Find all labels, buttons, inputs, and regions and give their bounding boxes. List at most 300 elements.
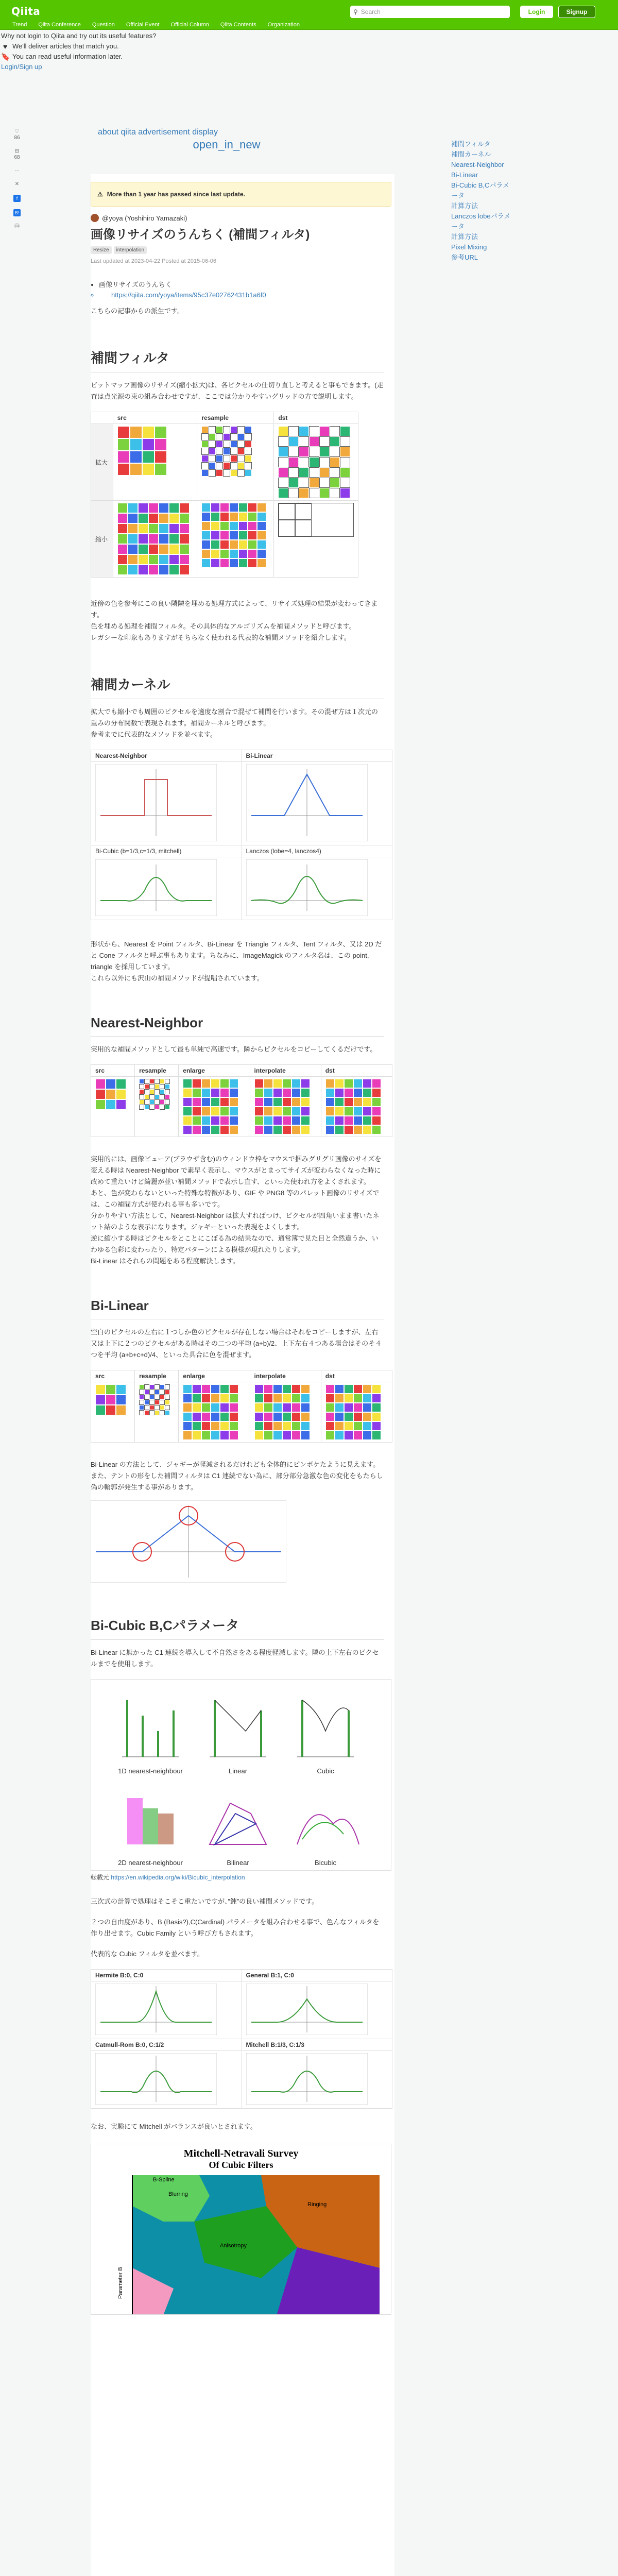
toc-item[interactable]: 補間カーネル — [451, 150, 491, 158]
related-link[interactable]: ◦ https://qiita.com/yoya/items/95c37e02762431b1a6f0 — [99, 290, 384, 300]
grid-cell — [237, 426, 245, 433]
bilinear-artifact-plot — [91, 1500, 286, 1583]
grid-cell — [211, 503, 220, 512]
grid-cell — [128, 503, 138, 513]
grid-cell — [335, 1431, 344, 1440]
grid-cell — [169, 523, 179, 534]
grid-cell — [353, 1403, 363, 1412]
grid-cell — [192, 1097, 201, 1107]
grid-cell — [179, 544, 190, 554]
grid-cell — [216, 469, 223, 477]
filter-table — [91, 412, 358, 578]
ad-open-icon[interactable]: open_in_new — [193, 138, 261, 151]
grid-cell — [273, 1431, 282, 1440]
grid-cell — [201, 426, 209, 433]
grid-cell — [344, 1394, 353, 1403]
grid-cell — [159, 544, 169, 554]
grid-cell — [211, 1412, 220, 1421]
grid-cell — [183, 1394, 192, 1403]
grid-cell — [139, 1395, 144, 1400]
grid-cell — [301, 1116, 310, 1125]
grid-cell — [160, 1410, 165, 1415]
grid-cell — [211, 1125, 220, 1134]
signup-button[interactable]: Signup — [558, 6, 595, 18]
grid-cell — [257, 549, 266, 558]
color-grid — [95, 1079, 130, 1110]
grid-cell — [116, 1395, 126, 1405]
grid-cell — [211, 1097, 220, 1107]
grid-cell — [220, 549, 229, 558]
grid-cell — [344, 1107, 353, 1116]
grid-cell — [148, 513, 159, 523]
ad-notice — [77, 128, 376, 151]
color-grid — [183, 1079, 245, 1134]
nav-qiita-conference[interactable]: Qiita Conference — [38, 22, 81, 28]
author-name[interactable]: @yoya (Yoshihiro Yamazaki) — [102, 214, 187, 222]
grid-cell — [201, 1394, 211, 1403]
toc-item[interactable]: 参考URL — [451, 253, 478, 261]
grid-cell — [301, 1125, 310, 1134]
grid-cell — [288, 447, 299, 457]
grid-cell — [330, 467, 340, 478]
grid-cell — [149, 1405, 154, 1410]
color-grid-resample — [201, 426, 269, 477]
grid-cell — [301, 1079, 310, 1088]
grid-cell — [183, 1431, 192, 1440]
nav-question[interactable]: Question — [92, 22, 115, 28]
grid-cell — [330, 478, 340, 488]
bookmark-icon: 🔖 — [1, 53, 10, 61]
grid-cell — [344, 1125, 353, 1134]
grid-cell — [273, 1088, 282, 1097]
paragraph: ２つの自由度があり、B (Basis?),C(Cardinal) パラメータを組み合わせる事で、色んなフィルタを作り出せます。Cubic Family という呼び方もされます。 — [91, 1918, 380, 1937]
grid-cell — [372, 1431, 381, 1440]
grid-cell — [325, 1412, 335, 1421]
grid-cell — [130, 451, 142, 463]
grid-cell — [273, 1384, 282, 1394]
grid-cell — [273, 1125, 282, 1134]
grid-cell — [353, 1107, 363, 1116]
grid-cell — [291, 1097, 301, 1107]
login-button[interactable]: Login — [520, 6, 553, 18]
grid-cell — [139, 1094, 144, 1099]
grid-cell — [325, 1421, 335, 1431]
table-header: Lanczos (lobe=4, lanczos4) — [242, 845, 392, 857]
grid-cell — [144, 1410, 149, 1415]
table-header: dst — [321, 1065, 392, 1077]
section-heading: Bi-Linear — [91, 1298, 384, 1319]
nn-table — [91, 1064, 392, 1137]
nav-official-column[interactable]: Official Column — [170, 22, 209, 28]
table-header: resample — [135, 1065, 179, 1077]
section-heading: 補間カーネル — [91, 674, 384, 699]
grid-cell — [319, 478, 330, 488]
grid-cell — [264, 1394, 273, 1403]
grid-cell — [340, 478, 350, 488]
grid-cell — [148, 565, 159, 575]
author-line[interactable] — [91, 214, 384, 222]
table-header: enlarge — [179, 1370, 250, 1382]
grid-cell — [282, 1412, 291, 1421]
toc-item[interactable]: 計算方法 — [451, 233, 478, 241]
tag[interactable]: interpolation — [114, 246, 147, 254]
grid-cell — [192, 1412, 201, 1421]
grid-cell — [201, 1412, 211, 1421]
grid-cell — [201, 469, 209, 477]
toc-item[interactable]: 計算方法 — [451, 202, 478, 210]
grid-cell — [220, 1116, 229, 1125]
grid-cell — [335, 1116, 344, 1125]
table-header: Mitchell B:1/3, C:1/3 — [242, 2039, 392, 2051]
color-grid-src — [117, 426, 193, 476]
grid-cell — [344, 1116, 353, 1125]
grid-cell — [159, 554, 169, 565]
grid-cell — [192, 1403, 201, 1412]
cubic-table — [91, 1969, 392, 2109]
grid-cell — [183, 1384, 192, 1394]
grid-cell — [230, 433, 237, 440]
grid-cell — [144, 1099, 149, 1105]
grid-cell — [291, 1079, 301, 1088]
grid-cell — [117, 426, 130, 438]
grid-cell — [106, 1405, 116, 1415]
toc-item[interactable]: Bi-Linear — [451, 171, 478, 179]
grid-cell — [149, 1079, 154, 1084]
grid-cell — [248, 531, 257, 540]
toc-item[interactable]: Bi-Cubic B,Cパラメータ — [451, 181, 510, 199]
grid-cell — [325, 1384, 335, 1394]
stock-button[interactable] — [14, 148, 20, 161]
mastodon-share-button[interactable] — [14, 224, 20, 230]
grid-cell — [149, 1400, 154, 1405]
grid-cell — [139, 1389, 144, 1395]
grid-cell — [223, 433, 230, 440]
grid-cell — [216, 448, 223, 455]
grid-cell — [238, 521, 248, 531]
grid-cell — [160, 1400, 165, 1405]
grid-cell — [372, 1403, 381, 1412]
grid-cell — [229, 1412, 238, 1421]
grid-cell — [160, 1084, 165, 1089]
table-header: resample — [135, 1370, 179, 1382]
grid-cell — [248, 549, 257, 558]
nav-official-event[interactable]: Official Event — [126, 22, 160, 28]
grid-cell — [139, 1400, 144, 1405]
grid-cell — [237, 433, 245, 440]
grid-cell — [335, 1412, 344, 1421]
like-button[interactable] — [14, 129, 20, 141]
x-share-button[interactable] — [15, 181, 19, 188]
toc-item[interactable]: 補間フィルタ — [451, 140, 491, 148]
promo-line: You can read useful information later. — [12, 53, 123, 60]
table-header: interpolate — [250, 1370, 321, 1382]
source-link[interactable]: https://en.wikipedia.org/wiki/Bicubic_interpolation — [111, 1874, 245, 1881]
table-header: Bi-Linear — [242, 750, 392, 762]
grid-cell — [340, 488, 350, 498]
grid-cell — [179, 565, 190, 575]
grid-cell — [117, 544, 128, 554]
table-header: src — [91, 1370, 135, 1382]
tag[interactable]: Resize — [91, 246, 112, 254]
toc-item[interactable]: Pixel Mixing — [451, 243, 487, 251]
grid-cell — [148, 544, 159, 554]
grid-cell — [299, 436, 309, 447]
grid-cell — [211, 1088, 220, 1097]
section-heading: 補間フィルタ — [91, 348, 384, 372]
grid-cell — [144, 1079, 149, 1084]
grid-cell — [264, 1384, 273, 1394]
hatena-share-button[interactable] — [13, 209, 21, 216]
table-of-contents — [451, 139, 513, 263]
grid-cell — [230, 448, 237, 455]
grid-cell — [220, 1421, 229, 1431]
grid-cell — [201, 440, 209, 448]
grid-cell — [220, 521, 229, 531]
promo-signup-link[interactable]: Login/Sign up — [1, 63, 42, 71]
grid-cell — [282, 1431, 291, 1440]
grid-cell — [230, 426, 237, 433]
grid-cell — [238, 512, 248, 521]
grid-cell — [220, 531, 229, 540]
grid-cell — [139, 1384, 144, 1389]
grid-cell — [288, 478, 299, 488]
grid-cell — [301, 1088, 310, 1097]
paragraph: ビットマップ画像のリサイズ(縮小拡大)は、各ピクセルの仕切り直しと考えると事もできます。(走査は点光源の束の組み合わせですが、ここでは分かりやすいグリッドの方で説明します。 — [91, 381, 384, 400]
grid-cell — [237, 455, 245, 462]
grid-cell — [229, 558, 238, 568]
qiita-logo[interactable]: Qiita — [11, 5, 41, 18]
grid-cell — [330, 436, 340, 447]
article-actions — [9, 129, 25, 230]
grid-cell — [278, 467, 288, 478]
grid-cell — [273, 1394, 282, 1403]
grid-cell — [291, 1107, 301, 1116]
grid-cell — [220, 540, 229, 549]
x-icon: ✕ — [14, 181, 20, 187]
grid-cell — [254, 1412, 264, 1421]
grid-cell — [220, 1403, 229, 1412]
nav-qiita-contents[interactable]: Qiita Contents — [220, 22, 256, 28]
paragraph: 拡大でも縮小でも周囲のピクセルを適度な割合で混ぜて補間を行います。その混ぜ方は１次元の重みの分布関数で表現されます。補間カーネルと呼びます。 参考までに代表的なメソッドを並べます。 — [91, 708, 378, 738]
grid-cell — [117, 554, 128, 565]
grid-cell — [372, 1125, 381, 1134]
grid-cell — [128, 523, 138, 534]
related-list — [91, 280, 384, 300]
grid-cell — [363, 1421, 372, 1431]
mastodon-icon: ⓜ — [14, 224, 20, 229]
grid-cell — [220, 1097, 229, 1107]
grid-cell — [229, 531, 238, 540]
grid-cell — [128, 513, 138, 523]
grid-cell — [149, 1410, 154, 1415]
grid-cell — [353, 1088, 363, 1097]
grid-cell — [353, 1412, 363, 1421]
kernel-table — [91, 750, 392, 920]
grid-cell — [282, 1394, 291, 1403]
grid-cell — [201, 521, 211, 531]
grid-cell — [372, 1384, 381, 1394]
nav-trend[interactable]: Trend — [12, 22, 27, 28]
avatar[interactable] — [91, 214, 99, 222]
grid-cell — [179, 554, 190, 565]
promo-title: Why not login to Qiita and try out its useful features? — [1, 32, 157, 40]
grid-cell — [201, 1079, 211, 1088]
grid-cell — [282, 1403, 291, 1412]
grid-cell — [257, 521, 266, 531]
more-button[interactable] — [14, 168, 20, 174]
grid-cell — [209, 469, 216, 477]
grid-cell — [165, 1395, 170, 1400]
region-label: Ringing — [307, 2201, 327, 2208]
toc-item[interactable]: Nearest-Neighbor — [451, 161, 504, 168]
grid-cell — [254, 1403, 264, 1412]
grid-cell — [165, 1105, 170, 1110]
grid-cell — [344, 1088, 353, 1097]
dates: Last updated at 2023-04-22 Posted at 2015-06-06 — [91, 258, 217, 264]
grid-cell — [363, 1116, 372, 1125]
grid-cell — [291, 1431, 301, 1440]
grid-cell — [254, 1097, 264, 1107]
grid-cell — [154, 1400, 160, 1405]
grid-cell — [282, 1421, 291, 1431]
grid-cell — [142, 463, 154, 476]
grid-cell — [201, 433, 209, 440]
bl-table — [91, 1370, 392, 1443]
grid-cell — [116, 1384, 126, 1395]
grid-cell — [229, 1125, 238, 1134]
grid-cell — [325, 1125, 335, 1134]
ad-label[interactable]: about qiita advertisement display — [98, 128, 218, 137]
grid-cell — [264, 1107, 273, 1116]
grid-cell — [229, 1431, 238, 1440]
table-header: Catmull-Rom B:0, C:1/2 — [91, 2039, 242, 2051]
color-grid — [139, 1384, 174, 1415]
grid-cell — [335, 1088, 344, 1097]
grid-cell — [160, 1395, 165, 1400]
grid-cell — [257, 503, 266, 512]
grid-cell — [299, 467, 309, 478]
facebook-share-button[interactable] — [13, 195, 21, 202]
grid-cell — [117, 534, 128, 544]
grid-cell — [363, 1384, 372, 1394]
search-placeholder: Search — [360, 8, 381, 15]
grid-cell — [325, 1394, 335, 1403]
grid-cell — [159, 523, 169, 534]
grid-cell — [301, 1097, 310, 1107]
grid-cell — [192, 1116, 201, 1125]
grid-cell — [264, 1403, 273, 1412]
grid-cell — [165, 1410, 170, 1415]
grid-cell — [257, 558, 266, 568]
grid-cell — [248, 503, 257, 512]
grid-cell — [154, 1084, 160, 1089]
outdated-notice: ⚠ More than 1 year has passed since last update. — [91, 182, 391, 207]
grid-cell — [230, 469, 237, 477]
grid-cell — [238, 558, 248, 568]
grid-cell — [335, 1107, 344, 1116]
grid-cell — [344, 1403, 353, 1412]
grid-cell — [169, 534, 179, 544]
grid-cell — [154, 438, 167, 451]
list-item: • 画像リサイズのうんちく — [99, 280, 384, 290]
grid-cell — [237, 462, 245, 469]
paragraph: Bi-Linear に無かった C1 連続を導入して不自然さをある程度軽減します。隣の上下左右のピクセルまでを使用します。 — [91, 1649, 379, 1668]
grid-cell — [288, 436, 299, 447]
grid-cell — [301, 1107, 310, 1116]
grid-cell — [220, 1394, 229, 1403]
grid-cell — [165, 1384, 170, 1389]
grid-cell — [344, 1431, 353, 1440]
grid-cell — [220, 1431, 229, 1440]
grid-cell — [211, 1384, 220, 1394]
grid-cell — [245, 433, 252, 440]
search-box[interactable] — [350, 6, 510, 18]
grid-cell — [201, 1125, 211, 1134]
grid-cell — [201, 1088, 211, 1097]
grid-cell — [148, 534, 159, 544]
grid-cell — [299, 457, 309, 467]
grid-cell — [291, 1088, 301, 1097]
grid-cell — [223, 426, 230, 433]
grid-cell — [201, 1403, 211, 1412]
nearest-kernel-plot — [95, 764, 217, 841]
toc-item[interactable]: Lanczos lobeパラメータ — [451, 212, 511, 230]
nav-organization[interactable]: Organization — [267, 22, 300, 28]
grid-cell — [273, 1116, 282, 1125]
grid-cell — [319, 467, 330, 478]
color-grid-dst — [278, 426, 354, 498]
grid-cell — [159, 503, 169, 513]
search-icon: ⚲ — [353, 8, 358, 15]
grid-cell — [159, 513, 169, 523]
grid-cell — [142, 451, 154, 463]
grid-cell — [130, 426, 142, 438]
grid-cell — [149, 1395, 154, 1400]
grid-cell — [264, 1421, 273, 1431]
grid-cell — [291, 1384, 301, 1394]
grid-cell — [291, 1394, 301, 1403]
grid-cell — [209, 440, 216, 448]
color-grid — [325, 1384, 388, 1440]
figure-label: Bilinear — [227, 1859, 249, 1867]
grid-cell — [248, 558, 257, 568]
grid-cell — [229, 549, 238, 558]
bilinear-kernel-plot — [246, 764, 368, 841]
grid-cell — [211, 1421, 220, 1431]
table-header: enlarge — [179, 1065, 250, 1077]
grid-cell — [183, 1125, 192, 1134]
grid-cell — [299, 478, 309, 488]
color-grid — [254, 1079, 317, 1134]
grid-cell — [257, 540, 266, 549]
grid-cell — [201, 531, 211, 540]
grid-cell — [279, 520, 295, 536]
grid-cell — [154, 426, 167, 438]
grid-cell — [169, 554, 179, 565]
grid-cell — [201, 1107, 211, 1116]
grid-cell — [201, 549, 211, 558]
grid-cell — [282, 1088, 291, 1097]
grid-cell — [139, 1084, 144, 1089]
grid-cell — [95, 1405, 106, 1415]
grid-cell — [139, 1105, 144, 1110]
grid-cell — [282, 1116, 291, 1125]
color-grid-resample — [201, 503, 269, 568]
grid-cell — [201, 462, 209, 469]
grid-cell — [363, 1088, 372, 1097]
grid-cell — [223, 462, 230, 469]
color-grid — [139, 1079, 174, 1110]
